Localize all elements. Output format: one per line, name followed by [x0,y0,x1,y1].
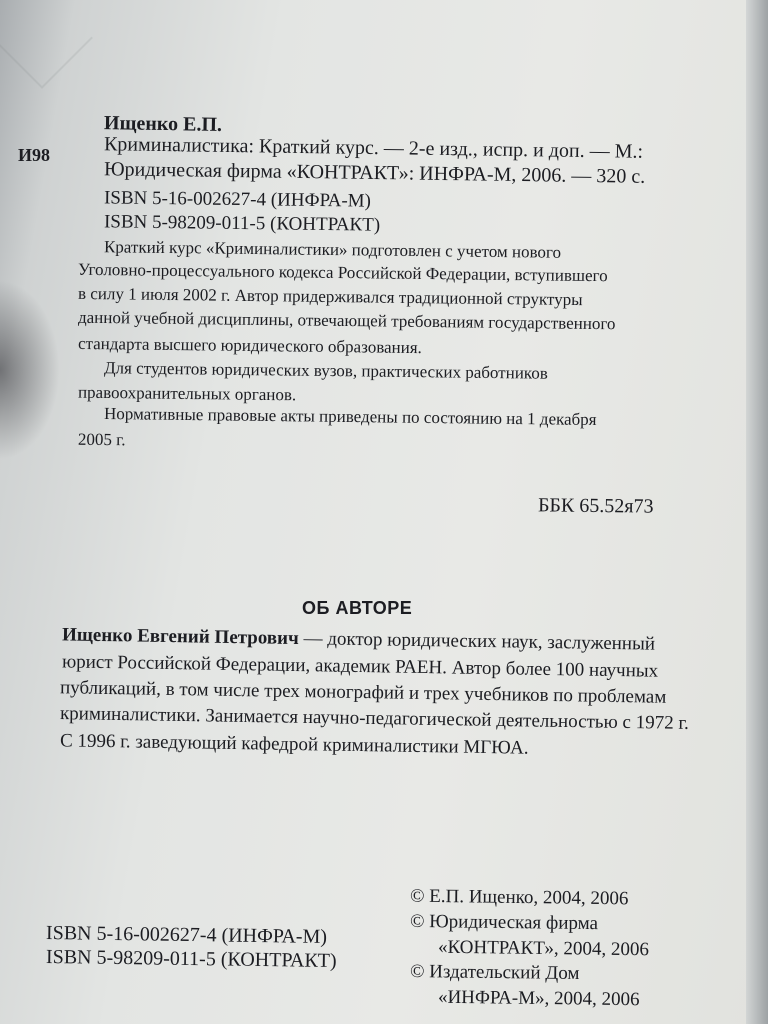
annotation-line: 2005 г. [77,429,126,450]
annotation-line: Краткий курс «Криминалистики» подготовлен с учетом нового [103,237,562,262]
footer-isbn-line: ISBN 5-98209-011-5 (КОНТРАКТ) [45,945,337,973]
about-author-heading: ОБ АВТОРЕ [302,598,413,618]
book-description-line: Криминалистика: Краткий курс. — 2-е изд., испр. и доп. — М.: [103,133,644,163]
annotation-line: Нормативные правовые акты приведены по состоянию на 1 декабря [103,403,597,430]
copyright-line: © Издательский Дом [409,960,580,985]
about-author-line: криминалистики. Занимается научно-педагогической деятельностью с 1972 г. [59,703,689,734]
author-full-name: Ищенко Евгений Петрович [61,624,299,650]
annotation-line: в силу 1 июля 2002 г. Автор придерживался традиционной структуры [77,283,583,310]
isbn-line: ISBN 5-16-002627-4 (ИНФРА-М) [103,187,372,212]
about-author-text: — доктор юридических наук, заслуженный [298,628,656,655]
copyright-line: «КОНТРАКТ», 2004, 2006 [437,936,650,961]
about-author-line [62,625,655,653]
about-author-line: юрист Российской Федерации, академик РАЕН. Автор более 100 научных [61,651,659,682]
copyright-line: © Е.П. Ищенко, 2004, 2006 [409,885,629,910]
about-author-line: публикаций, в том числе трех монографий и трех учебников по проблемам [59,677,667,708]
annotation-line: стандарта высшего юридического образования. [77,333,422,358]
annotation-line: правоохранительных органов. [77,382,297,405]
annotation-line: данной учебной дисциплины, отвечающей требованиям государственного [77,307,616,334]
isbn-line: ISBN 5-98209-011-5 (КОНТРАКТ) [103,211,381,236]
bbk-code: ББК 65.52я73 [537,494,654,518]
catalog-index: И98 [18,145,51,165]
copyright-line: © Юридическая фирма [409,910,599,935]
annotation-line: Уголовно-процессуального кодекса Российской Федерации, вступившего [77,259,608,286]
annotation-line: Для студентов юридических вузов, практических работников [103,358,548,383]
book-description-line: Юридическая фирма «КОНТРАКТ»: ИНФРА-М, 2006. — 320 с. [103,158,646,188]
copyright-line: «ИНФРА-М», 2004, 2006 [437,986,640,1011]
about-author-line: С 1996 г. заведующий кафедрой криминалистики МГЮА. [59,730,529,759]
footer-isbn-line: ISBN 5-16-002627-4 (ИНФРА-М) [45,922,328,948]
author-heading: Ищенко Е.П. [103,112,223,136]
